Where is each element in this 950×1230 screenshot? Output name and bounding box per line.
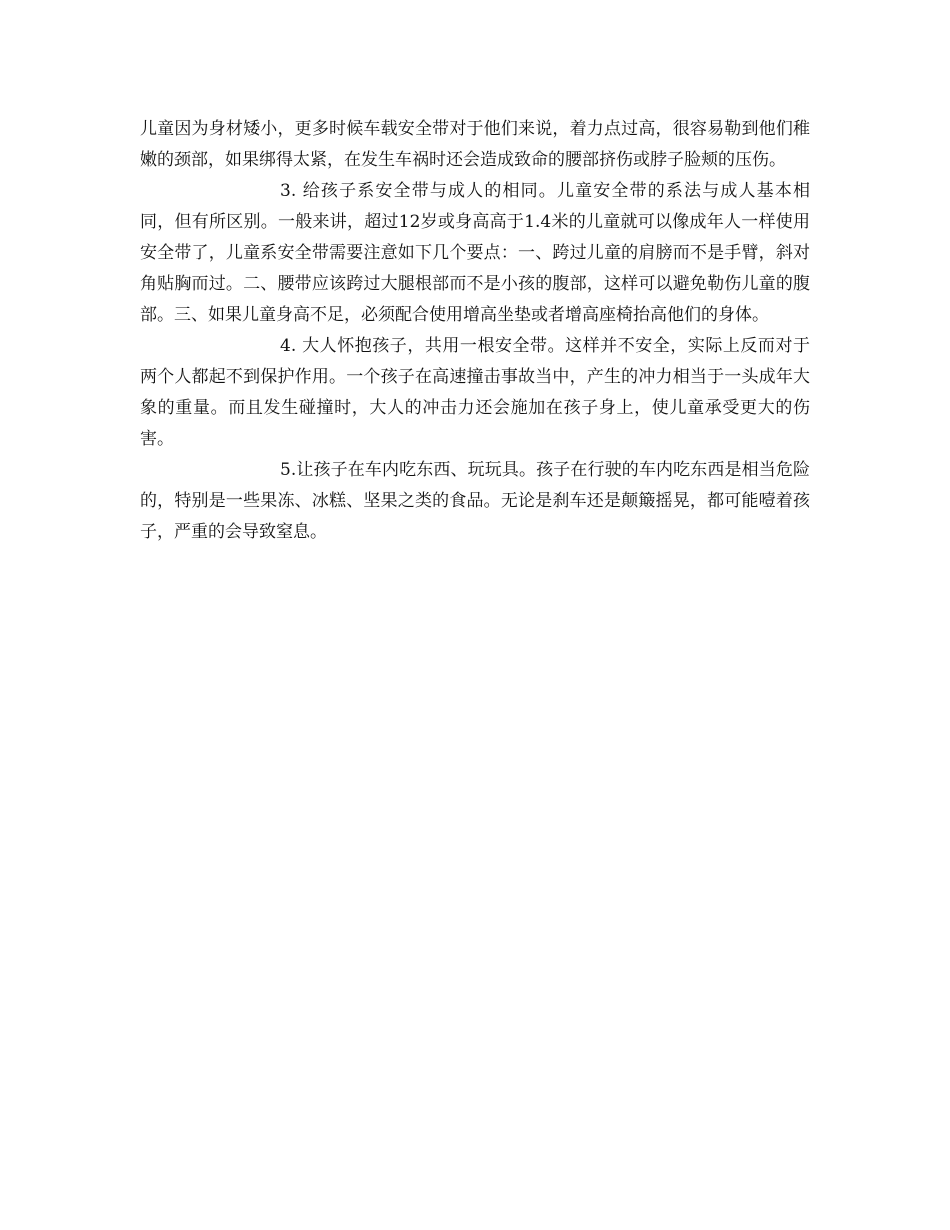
paragraph-item-3-seatbelt-fastening: 3. 给孩子系安全带与成人的相同。儿童安全带的系法与成人基本相同，但有所区别。一般来讲，超过12岁或身高高于1.4米的儿童就可以像成年人一样使用安全带了，儿童系安全带需要注意如下几个要点：一、跨过儿童的肩膀而不是手臂，斜对角贴胸而过。二、腰带应该跨过大腿根部而不是小孩的腹部，这样可以避免勒伤儿童的腹部。三、如果儿童身高不足，必须配合使用增高坐垫或者增高座椅抬高他们的身体。 — [140, 181, 810, 325]
paragraph-item-4-shared-seatbelt: 4. 大人怀抱孩子，共用一根安全带。这样并不安全，实际上反而对于两个人都起不到保护作用。一个孩子在高速撞击事故当中，产生的冲力相当于一头成年大象的重量。而且发生碰撞时，大人的冲击力还会施加在孩子身上，使儿童承受更大的伤害。 — [140, 336, 810, 449]
paragraph-child-height-risk: 儿童因为身材矮小，更多时候车载安全带对于他们来说，着力点过高，很容易勒到他们稚嫩的颈部，如果绑得太紧，在发生车祸时还会造成致命的腰部挤伤或脖子脸颊的压伤。 — [140, 119, 810, 170]
paragraph-item-5-eating-in-car: 5.让孩子在车内吃东西、玩玩具。孩子在行驶的车内吃东西是相当危险的，特别是一些果冻、冰糕、坚果之类的食品。无论是刹车还是颠簸摇晃，都可能噎着孩子，严重的会导致窒息。 — [140, 460, 810, 542]
document-body — [140, 114, 810, 548]
